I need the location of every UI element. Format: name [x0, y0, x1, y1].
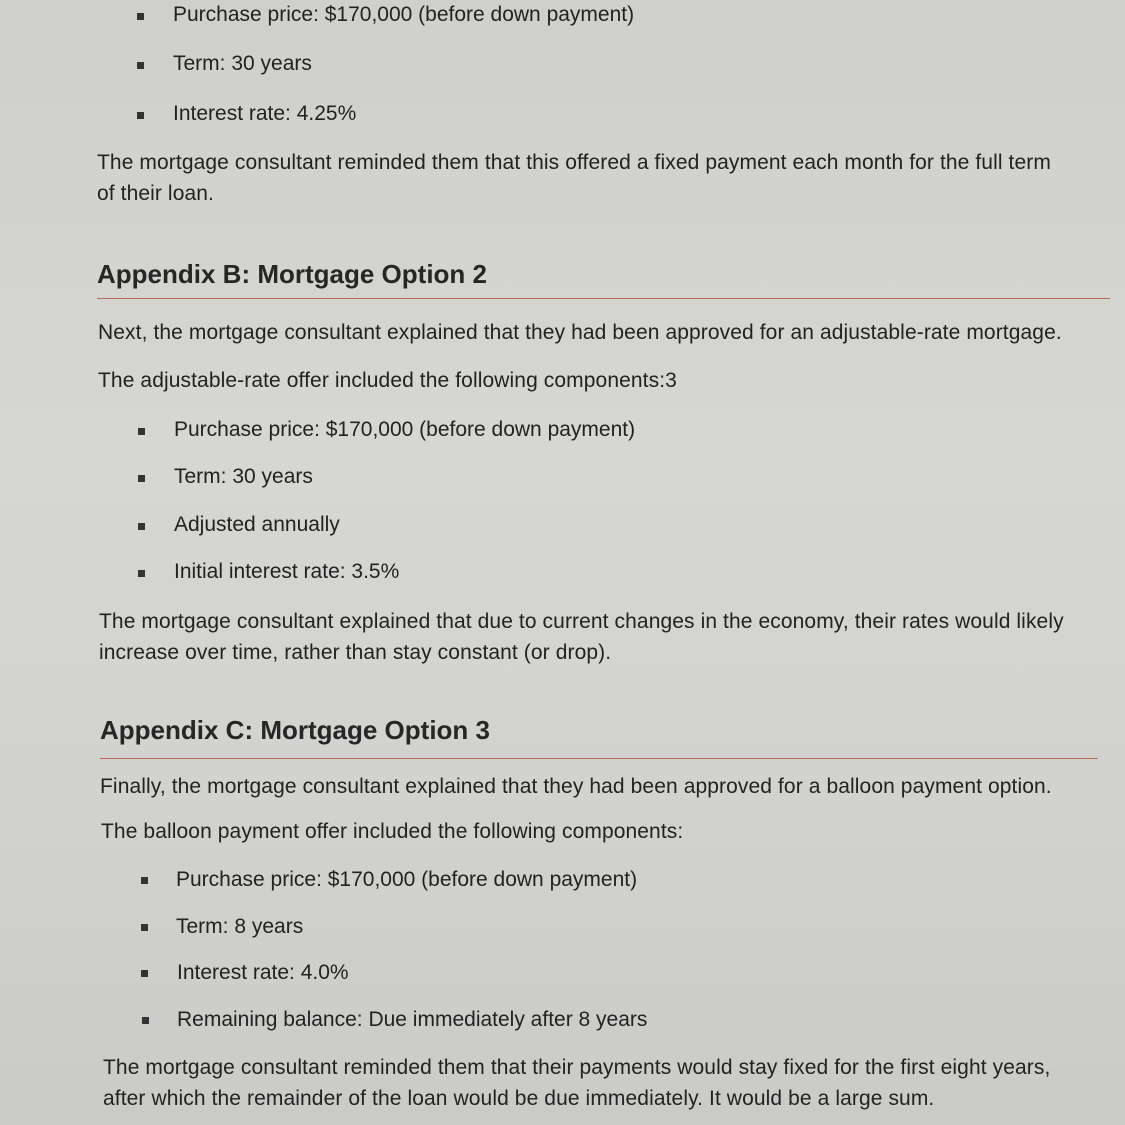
appendix-b-divider [97, 298, 1110, 299]
option1-bullet-rate: Interest rate: 4.25% [173, 102, 357, 125]
appendix-b-note-line1: The mortgage consultant explained that due to current changes in the economy, their rates would likely [99, 610, 1064, 633]
bullet-marker [141, 970, 148, 977]
appendix-b-heading: Appendix B: Mortgage Option 2 [97, 259, 487, 289]
bullet-marker [137, 112, 144, 119]
bullet-marker [142, 1017, 149, 1024]
option1-note-line1: The mortgage consultant reminded them that this offered a fixed payment each month for the full term [97, 151, 1051, 174]
bullet-marker [141, 877, 148, 884]
appendix-b-bullet-rate: Initial interest rate: 3.5% [174, 560, 400, 583]
appendix-b-components-intro: The adjustable-rate offer included the following components:3 [98, 369, 677, 392]
option1-note-line2: of their loan. [97, 182, 214, 205]
bullet-marker [138, 475, 145, 482]
bullet-marker [138, 570, 145, 577]
appendix-c-bullet-rate: Interest rate: 4.0% [177, 961, 349, 984]
option1-bullet-term: Term: 30 years [173, 52, 312, 75]
appendix-c-heading: Appendix C: Mortgage Option 3 [100, 715, 490, 745]
appendix-b-bullet-price: Purchase price: $170,000 (before down payment) [174, 418, 636, 441]
bullet-marker [138, 523, 145, 530]
appendix-c-intro: Finally, the mortgage consultant explained that they had been approved for a balloon payment option. [100, 775, 1052, 798]
appendix-b-intro: Next, the mortgage consultant explained that they had been approved for an adjustable-rate mortgage. [98, 321, 1062, 344]
bullet-marker [137, 62, 144, 69]
appendix-c-note-line1: The mortgage consultant reminded them that their payments would stay fixed for the first eight years, [103, 1056, 1051, 1079]
option1-bullet-price: Purchase price: $170,000 (before down payment) [173, 3, 635, 26]
bullet-marker [137, 13, 144, 20]
appendix-b-bullet-term: Term: 30 years [174, 465, 313, 488]
appendix-b-note-line2: increase over time, rather than stay constant (or drop). [99, 641, 612, 664]
bullet-marker [138, 428, 145, 435]
appendix-c-components-intro: The balloon payment offer included the following components: [101, 820, 684, 843]
bullet-marker [141, 924, 148, 931]
appendix-c-bullet-term: Term: 8 years [176, 915, 304, 938]
appendix-b-bullet-adjusted: Adjusted annually [174, 513, 340, 536]
appendix-c-bullet-balance: Remaining balance: Due immediately after 8 years [177, 1008, 648, 1031]
appendix-c-note-line2: after which the remainder of the loan would be due immediately. It would be a large sum. [103, 1087, 935, 1110]
appendix-c-divider [100, 758, 1098, 759]
appendix-c-bullet-price: Purchase price: $170,000 (before down payment) [176, 868, 638, 891]
